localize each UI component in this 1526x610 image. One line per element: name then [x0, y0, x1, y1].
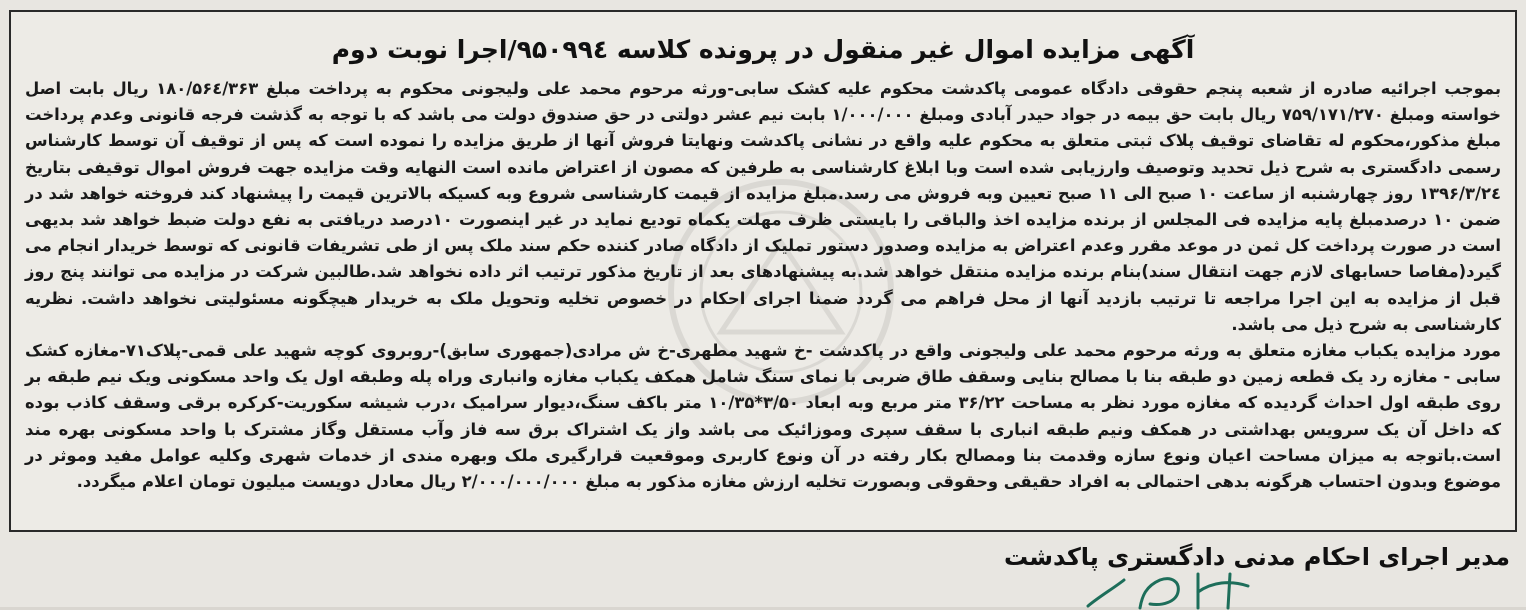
notice-paragraph-property: مورد مزایده یکباب مغازه متعلق به ورثه مرحوم محمد علی ولیجونی واقع در پاکدشت -خ شهید مطهری-خ ش مرادی(جمهوری سابق)-روبروی کوچه شهید علی قمی-پلاک۷۱-مغازه کشک سابی - مغازه رد یک قطعه زمین دو طبقه بنا با مصالح بنایی وسقف طاق ضربی با نمای سنگ شامل همکف یکباب مغازه وانباری وراه پله وطبقه اول یک واحد مسکونی ویک نیم طبقه بر روی طبقه اول احداث گردیده که مغازه مورد نظر به مساحت ۳۶/۲۲ متر مربع وبه ابعاد ۳/۵۰*۱۰/۳۵ متر باکف سنگ،دیوار سرامیک ،درب شیشه سکوریت-کرکره برقی وسقف کاذب بوده که داخل آن یک سرویس بهداشتی در همکف ونیم طبقه انباری با سقف سپری وموزائیک می باشد واز یک اشتراک برق سه فاز وآب مستقل وگاز مشترک با واحد مسکونی بهره مند است.باتوجه به میزان مساحت اعیان ونوع سازه وقدمت بنا ومصالح بکار رفته در آن ونوع کاربری وموقعیت قرارگیری ملک وبهره مندی از خدمات شهری وکلیه عوامل مفید وموثر در موضوع وبدون احتساب هرگونه بدهی احتمالی به افراد حقیقی وحقوقی وبصورت تخلیه ارزش مغازه مذکور به مبلغ ۲/۰۰۰/۰۰۰/۰۰۰ ریال معادل دویست میلیون تومان اعلام میگردد.: [25, 341, 1501, 492]
notice-body: [25, 76, 1501, 495]
notice-frame: [9, 10, 1517, 532]
handwritten-number-stamp: [1080, 566, 1270, 610]
notice-title: آگهی مزایده اموال غیر منقول در پرونده کلاسه ۹۵۰۹۹٤/اجرا نوبت دوم: [331, 35, 1195, 64]
signature-line: مدیر اجرای احکام مدنی دادگستری پاکدشت: [1003, 543, 1510, 571]
notice-paragraph-execution: بموجب اجرائیه صادره از شعبه پنجم حقوقی دادگاه عمومی پاکدشت محکوم علیه کشک سابی-ورثه مرحوم محمد علی ولیجونی محکوم به پرداخت مبلغ ۱۸۰/۵۶٤/۳۶۳ ریال بابت اصل خواسته ومبلغ ۷۵۹/۱۷۱/۲۷۰ ریال بابت حق بیمه در جواد حیدر آبادی ومبلغ ۱/۰۰۰/۰۰۰ بابت نیم عشر دولتی در حق صندوق دولت می باشد که با توجه به گذشت فرجه قانونی وعدم پرداخت مبلغ مذکور،محکوم له تقاضای توقیف پلاک ثبتی متعلق به محکوم علیه واقع در نشانی پاکدشت ونهایتا فروش آنها از طریق مزایده را نموده است که پس از توقیف آن توسط کارشناس رسمی دادگستری به شرح ذیل تحدید وتوصیف وارزیابی شده است وبا ابلاغ کارشناسی به طرفین که مصون از اعتراض مانده است النهایه وقت مزایده جهت فروش اموال توقیفی بتاریخ ۱۳۹۶/۳/۲٤ روز چهارشنبه از ساعت ۱۰ صبح الی ۱۱ صبح تعیین وبه فروش می رسد.مبلغ مزایده از قیمت کارشناسی شروع وبه کسیکه بالاترین قیمت را پیشنهاد کند فروخته خواهد شد در ضمن ۱۰ درصدمبلغ پایه مزایده فی المجلس از برنده مزایده اخذ والباقی را بایستی ظرف مهلت یکماه تودیع نماید در غیر اینصورت ۱۰درصد دریافتی به نفع دولت ضبط خواهد شد بدیهی است در صورت پرداخت کل ثمن در موعد مقرر وعدم اعتراض به مزایده وصدور دستور تملیک از دادگاه صادر کننده حکم سند ملک پس از طی تشریفات قانونی که توسط خریدار انجام می گیرد(مفاصا حسابهای لازم جهت انتقال سند)بنام برنده مزایده منتقل خواهد شد.به پیشنهادهای بعد از تاریخ مذکور ترتیب اثر داده نخواهد شد.طالبین شرکت در مزایده می توانند پنج روز قبل از مزایده به این اجرا مراجعه تا ترتیب بازدید آنها از محل فراهم می گردد ضمنا اجرای احکام در خصوص تخلیه وتحویل ملک به خریدار هیچگونه مسئولیتی نخواهد داشت. نظریه کارشناسی به شرح ذیل می باشد.: [25, 79, 1501, 334]
